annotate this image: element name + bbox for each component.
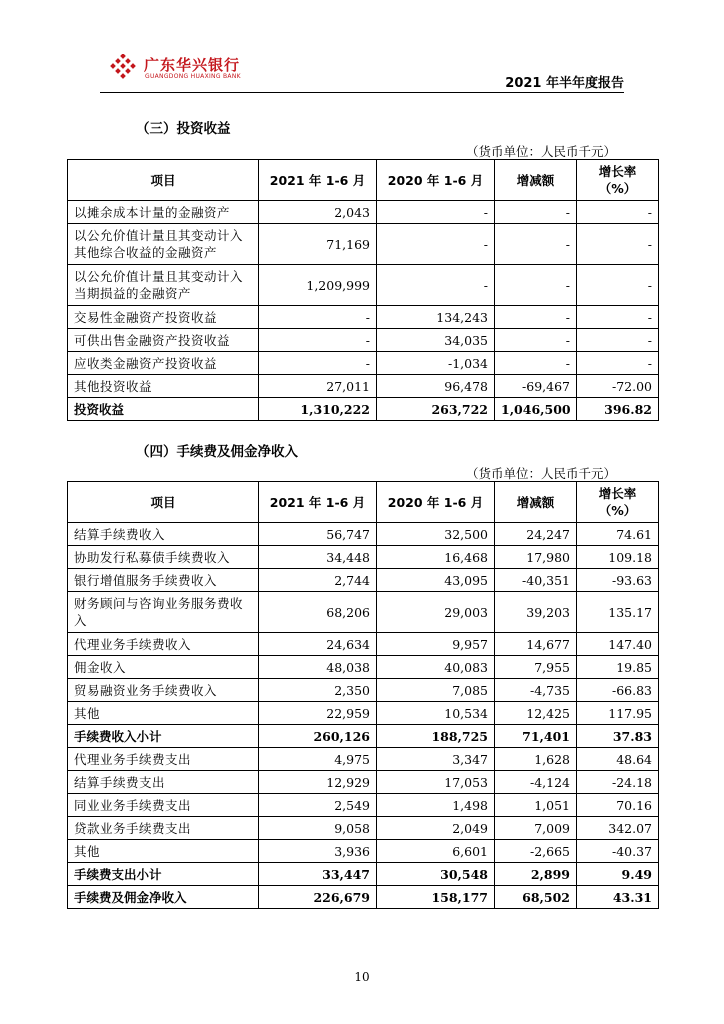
table-cell: 1,628 [495, 748, 577, 771]
table-cell: 74.61 [577, 523, 659, 546]
table-cell: 1,051 [495, 794, 577, 817]
column-header: 2021 年 1-6 月 [259, 160, 377, 201]
table-cell: 43,095 [377, 569, 495, 592]
column-header: 增长率 （%） [577, 160, 659, 201]
table-cell: - [577, 352, 659, 375]
table-cell: - [259, 329, 377, 352]
section-fee-income-title: （四）手续费及佣金净收入 [136, 444, 298, 460]
table-row [68, 201, 659, 224]
table-row [68, 656, 659, 679]
bank-logo [108, 52, 278, 86]
table-cell: -66.83 [577, 679, 659, 702]
row-label: 协助发行私募债手续费收入 [68, 546, 259, 569]
column-header: 项目 [68, 482, 259, 523]
table-cell: 1,046,500 [495, 398, 577, 421]
table-cell: 396.82 [577, 398, 659, 421]
column-header: 增长率 （%） [577, 482, 659, 523]
table-row [68, 329, 659, 352]
table-cell: 40,083 [377, 656, 495, 679]
table-cell: -2,665 [495, 840, 577, 863]
section-investment-income-unit: （货币单位：人民币千元） [465, 144, 616, 159]
table-cell: 12,929 [259, 771, 377, 794]
table-cell: - [495, 224, 577, 265]
table-cell: 342.07 [577, 817, 659, 840]
table-cell: 68,502 [495, 886, 577, 909]
table-row [68, 863, 659, 886]
table-cell: 30,548 [377, 863, 495, 886]
row-label: 手续费收入小计 [68, 725, 259, 748]
column-header: 增减额 [495, 160, 577, 201]
table-cell: -1,034 [377, 352, 495, 375]
table-cell: 2,549 [259, 794, 377, 817]
table-cell: - [377, 265, 495, 306]
table-cell: -40.37 [577, 840, 659, 863]
bank-name-en: GUANGDONG HUAXING BANK [145, 73, 241, 80]
table-cell: -69,467 [495, 375, 577, 398]
table-cell: -93.63 [577, 569, 659, 592]
table-cell: - [259, 352, 377, 375]
table-row [68, 702, 659, 725]
table-row [68, 265, 659, 306]
table-row [68, 398, 659, 421]
table-cell: 135.17 [577, 592, 659, 633]
table-row [68, 886, 659, 909]
row-label: 财务顾问与咨询业务服务费收入 [68, 592, 259, 633]
table-cell: - [259, 306, 377, 329]
table-cell: 22,959 [259, 702, 377, 725]
table-cell: 33,447 [259, 863, 377, 886]
table-cell: 2,043 [259, 201, 377, 224]
table-cell: 7,085 [377, 679, 495, 702]
table-cell: 109.18 [577, 546, 659, 569]
table-cell: - [495, 201, 577, 224]
table-cell: -4,124 [495, 771, 577, 794]
column-header: 项目 [68, 160, 259, 201]
table-cell: 3,347 [377, 748, 495, 771]
table-cell: 24,247 [495, 523, 577, 546]
row-label: 投资收益 [68, 398, 259, 421]
table-row [68, 633, 659, 656]
table-cell: 12,425 [495, 702, 577, 725]
table-cell: 27,011 [259, 375, 377, 398]
table-cell: 71,401 [495, 725, 577, 748]
bank-name-cn: 广东华兴银行 [144, 56, 241, 74]
row-label: 代理业务手续费收入 [68, 633, 259, 656]
table-cell: - [495, 306, 577, 329]
row-label: 以摊余成本计量的金融资产 [68, 201, 259, 224]
table-cell: 48,038 [259, 656, 377, 679]
row-label: 其他投资收益 [68, 375, 259, 398]
table-row [68, 817, 659, 840]
row-label: 贸易融资业务手续费收入 [68, 679, 259, 702]
table-cell: 10,534 [377, 702, 495, 725]
table-row [68, 748, 659, 771]
table-row [68, 306, 659, 329]
row-label: 交易性金融资产投资收益 [68, 306, 259, 329]
row-label: 应收类金融资产投资收益 [68, 352, 259, 375]
table-cell: 43.31 [577, 886, 659, 909]
table-cell: 70.16 [577, 794, 659, 817]
table-row [68, 725, 659, 748]
table-cell: 9.49 [577, 863, 659, 886]
table-cell: -40,351 [495, 569, 577, 592]
table-cell: 48.64 [577, 748, 659, 771]
table-cell: -4,735 [495, 679, 577, 702]
row-label: 其他 [68, 840, 259, 863]
table-cell: 134,243 [377, 306, 495, 329]
table-row [68, 546, 659, 569]
table-cell: 17,053 [377, 771, 495, 794]
table-cell: 24,634 [259, 633, 377, 656]
table-cell: -24.18 [577, 771, 659, 794]
table-cell: 158,177 [377, 886, 495, 909]
table-cell: 6,601 [377, 840, 495, 863]
row-label: 可供出售金融资产投资收益 [68, 329, 259, 352]
table-cell: 3,936 [259, 840, 377, 863]
column-header: 2020 年 1-6 月 [377, 160, 495, 201]
table-row [68, 569, 659, 592]
table-cell: 19.85 [577, 656, 659, 679]
table-row [68, 352, 659, 375]
table-cell: - [495, 329, 577, 352]
table-cell: 147.40 [577, 633, 659, 656]
table-row [68, 375, 659, 398]
table-cell: - [377, 224, 495, 265]
table-cell: 263,722 [377, 398, 495, 421]
table-cell: 1,310,222 [259, 398, 377, 421]
page-number: 10 [354, 970, 370, 984]
row-label: 银行增值服务手续费收入 [68, 569, 259, 592]
table-row [68, 679, 659, 702]
table-cell: 1,209,999 [259, 265, 377, 306]
table-cell: -72.00 [577, 375, 659, 398]
table-cell: - [495, 265, 577, 306]
table-row [68, 523, 659, 546]
report-title: 2021 年半年度报告 [505, 76, 624, 91]
table-cell: 17,980 [495, 546, 577, 569]
table-cell: 2,049 [377, 817, 495, 840]
row-label: 贷款业务手续费支出 [68, 817, 259, 840]
table-cell: 39,203 [495, 592, 577, 633]
table-cell: - [577, 224, 659, 265]
table-cell: 4,975 [259, 748, 377, 771]
table-cell: 260,126 [259, 725, 377, 748]
bank-logo-mark-icon [108, 54, 138, 82]
table-cell: - [577, 329, 659, 352]
table-cell: 226,679 [259, 886, 377, 909]
row-label: 手续费及佣金净收入 [68, 886, 259, 909]
table-row [68, 840, 659, 863]
row-label: 以公允价值计量且其变动计入当期损益的金融资产 [68, 265, 259, 306]
table-cell: 34,035 [377, 329, 495, 352]
table-cell: 34,448 [259, 546, 377, 569]
table-row [68, 592, 659, 633]
table-cell: 14,677 [495, 633, 577, 656]
table-cell: 2,350 [259, 679, 377, 702]
table-cell: - [577, 201, 659, 224]
table-cell: 56,747 [259, 523, 377, 546]
table-cell: - [377, 201, 495, 224]
row-label: 佣金收入 [68, 656, 259, 679]
table-cell: 37.83 [577, 725, 659, 748]
table-cell: - [495, 352, 577, 375]
table-cell: 16,468 [377, 546, 495, 569]
table-row [68, 771, 659, 794]
section-investment-income-title: （三）投资收益 [136, 121, 231, 137]
table-cell: 96,478 [377, 375, 495, 398]
column-header: 2020 年 1-6 月 [377, 482, 495, 523]
table-cell: - [577, 265, 659, 306]
table-cell: 1,498 [377, 794, 495, 817]
column-header: 2021 年 1-6 月 [259, 482, 377, 523]
table-cell: - [577, 306, 659, 329]
row-label: 代理业务手续费支出 [68, 748, 259, 771]
investment-income-table [67, 159, 659, 421]
table-cell: 2,744 [259, 569, 377, 592]
table-cell: 71,169 [259, 224, 377, 265]
section-fee-income-unit: （货币单位：人民币千元） [465, 466, 616, 481]
row-label: 结算手续费支出 [68, 771, 259, 794]
row-label: 手续费支出小计 [68, 863, 259, 886]
table-cell: 9,957 [377, 633, 495, 656]
table-cell: 188,725 [377, 725, 495, 748]
row-label: 其他 [68, 702, 259, 725]
table-cell: 2,899 [495, 863, 577, 886]
table-row [68, 794, 659, 817]
row-label: 结算手续费收入 [68, 523, 259, 546]
table-cell: 117.95 [577, 702, 659, 725]
table-row [68, 224, 659, 265]
fee-commission-table [67, 481, 659, 909]
table-cell: 7,009 [495, 817, 577, 840]
table-cell: 32,500 [377, 523, 495, 546]
table-cell: 9,058 [259, 817, 377, 840]
header-divider [100, 92, 624, 93]
table-cell: 68,206 [259, 592, 377, 633]
table-cell: 29,003 [377, 592, 495, 633]
row-label: 同业业务手续费支出 [68, 794, 259, 817]
table-cell: 7,955 [495, 656, 577, 679]
column-header: 增减额 [495, 482, 577, 523]
row-label: 以公允价值计量且其变动计入其他综合收益的金融资产 [68, 224, 259, 265]
